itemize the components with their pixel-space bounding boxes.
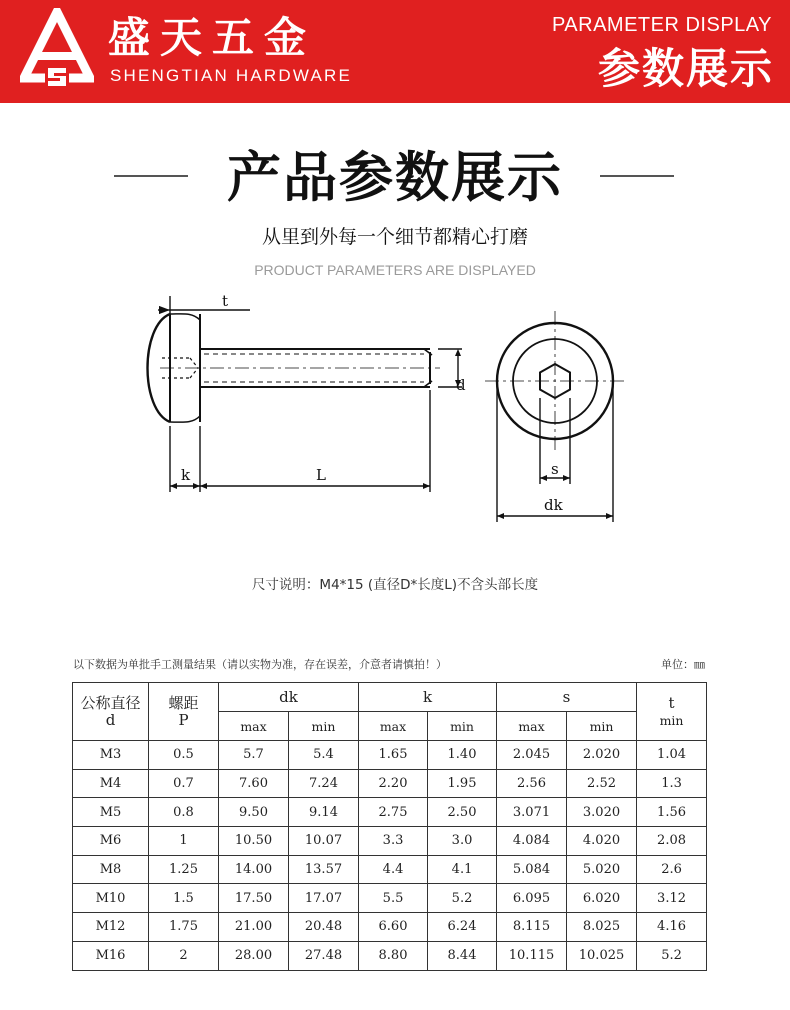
parameter-display-cn: 参数展示 — [597, 44, 774, 93]
table-cell: 13.57 — [289, 855, 359, 884]
header-s-min: min — [567, 712, 637, 741]
table-cell: 1.75 — [149, 913, 219, 942]
table-cell: 2.20 — [359, 769, 428, 798]
table-cell: 3.3 — [359, 827, 428, 856]
table-cell: 8.115 — [497, 913, 567, 942]
table-row — [73, 941, 707, 970]
table-cell: 1.95 — [428, 769, 497, 798]
table-cell: M10 — [73, 884, 149, 913]
table-row — [73, 855, 707, 884]
table-row — [73, 884, 707, 913]
table-cell: 0.7 — [149, 769, 219, 798]
table-cell: 6.24 — [428, 913, 497, 942]
header-t-label: t — [668, 693, 675, 712]
table-cell: 5.084 — [497, 855, 567, 884]
table-cell: 5.020 — [567, 855, 637, 884]
table-cell: 10.115 — [497, 941, 567, 970]
table-cell: 1.3 — [637, 769, 707, 798]
header-dk-max: max — [219, 712, 289, 741]
brand-logo — [20, 8, 94, 90]
table-cell: 1.65 — [359, 741, 428, 770]
header-diameter-label: 公称直径 — [80, 693, 141, 712]
table-cell: 8.025 — [567, 913, 637, 942]
header-k: k — [359, 683, 497, 712]
header-t — [637, 683, 707, 741]
header-banner — [0, 0, 790, 103]
measurement-note — [73, 656, 705, 672]
table-cell: 5.2 — [428, 884, 497, 913]
table-cell: 1.56 — [637, 798, 707, 827]
table-cell: 5.4 — [289, 741, 359, 770]
header-pitch — [149, 683, 219, 741]
table-cell: M4 — [73, 769, 149, 798]
table-cell: M12 — [73, 913, 149, 942]
label-L: L — [316, 466, 326, 484]
brand-name-cn: 盛天五金 — [108, 13, 317, 62]
table-cell: 2.08 — [637, 827, 707, 856]
table-row — [73, 769, 707, 798]
table-cell: 3.0 — [428, 827, 497, 856]
parameter-display-en: PARAMETER DISPLAY — [551, 14, 772, 36]
table-cell: M8 — [73, 855, 149, 884]
table-cell: 20.48 — [289, 913, 359, 942]
table-cell: 4.084 — [497, 827, 567, 856]
header-diameter-symbol: d — [105, 710, 116, 729]
table-cell: 7.24 — [289, 769, 359, 798]
table-row — [73, 798, 707, 827]
unit-label: 单位：㎜ — [661, 658, 705, 671]
header-s-max: max — [497, 712, 567, 741]
table-cell: M5 — [73, 798, 149, 827]
header-t-min: min — [659, 712, 684, 728]
header-s: s — [497, 683, 637, 712]
table-cell: 7.60 — [219, 769, 289, 798]
table-cell: 5.7 — [219, 741, 289, 770]
table-cell: M3 — [73, 741, 149, 770]
table-cell: 0.5 — [149, 741, 219, 770]
table-cell: 8.44 — [428, 941, 497, 970]
table-cell: 1.04 — [637, 741, 707, 770]
header-diameter — [73, 683, 149, 741]
table-cell: 6.095 — [497, 884, 567, 913]
label-t: t — [222, 292, 229, 310]
table-cell: 2.52 — [567, 769, 637, 798]
page-subtitle: 从里到外每一个细节都精心打磨 — [261, 226, 528, 248]
label-d: d — [456, 376, 466, 394]
header-dk: dk — [219, 683, 359, 712]
table-cell: 8.80 — [359, 941, 428, 970]
size-note: 尺寸说明：M4*15 (直径D*长度L)不含头部长度 — [251, 577, 539, 593]
table-cell: 17.07 — [289, 884, 359, 913]
table-cell: 4.4 — [359, 855, 428, 884]
spec-table-body — [73, 741, 707, 971]
table-cell: 10.025 — [567, 941, 637, 970]
table-cell: 3.071 — [497, 798, 567, 827]
table-row — [73, 827, 707, 856]
header-k-min: min — [428, 712, 497, 741]
header-pitch-symbol: P — [178, 710, 189, 729]
table-cell: 4.020 — [567, 827, 637, 856]
table-cell: 10.50 — [219, 827, 289, 856]
header-dk-min: min — [289, 712, 359, 741]
table-cell: 17.50 — [219, 884, 289, 913]
brand-logo-icon — [20, 8, 94, 90]
table-cell: 2.56 — [497, 769, 567, 798]
header-pitch-label: 螺距 — [168, 693, 199, 712]
table-row — [73, 741, 707, 770]
label-s: s — [551, 460, 559, 478]
table-cell: 6.020 — [567, 884, 637, 913]
table-cell: 21.00 — [219, 913, 289, 942]
table-cell: 2.6 — [637, 855, 707, 884]
label-k: k — [181, 466, 191, 484]
table-cell: 5.2 — [637, 941, 707, 970]
measurement-disclaimer: 以下数据为单批手工测量结果（请以实物为准，存在误差，介意者请慎拍！） — [73, 658, 447, 671]
table-cell: 27.48 — [289, 941, 359, 970]
table-cell: 3.020 — [567, 798, 637, 827]
screw-diagram — [140, 286, 640, 526]
table-cell: 2.045 — [497, 741, 567, 770]
table-row — [73, 913, 707, 942]
table-cell: 2.020 — [567, 741, 637, 770]
table-cell: 10.07 — [289, 827, 359, 856]
header-k-max: max — [359, 712, 428, 741]
page-title: 产品参数展示 — [227, 146, 563, 209]
table-cell: 1.40 — [428, 741, 497, 770]
table-cell: 0.8 — [149, 798, 219, 827]
table-cell: 14.00 — [219, 855, 289, 884]
table-cell: 9.50 — [219, 798, 289, 827]
table-cell: 2 — [149, 941, 219, 970]
table-cell: 1.5 — [149, 884, 219, 913]
table-cell: M6 — [73, 827, 149, 856]
spec-table — [72, 682, 707, 971]
table-cell: 2.50 — [428, 798, 497, 827]
table-cell: 6.60 — [359, 913, 428, 942]
table-cell: 4.16 — [637, 913, 707, 942]
brand-name-en: SHENGTIAN HARDWARE — [110, 66, 353, 85]
table-cell: 9.14 — [289, 798, 359, 827]
table-cell: 3.12 — [637, 884, 707, 913]
table-cell: M16 — [73, 941, 149, 970]
table-cell: 5.5 — [359, 884, 428, 913]
table-cell: 2.75 — [359, 798, 428, 827]
table-cell: 4.1 — [428, 855, 497, 884]
table-cell: 1.25 — [149, 855, 219, 884]
table-cell: 1 — [149, 827, 219, 856]
label-dk: dk — [544, 496, 563, 514]
page-subtitle-en: PRODUCT PARAMETERS ARE DISPLAYED — [254, 262, 536, 278]
table-cell: 28.00 — [219, 941, 289, 970]
